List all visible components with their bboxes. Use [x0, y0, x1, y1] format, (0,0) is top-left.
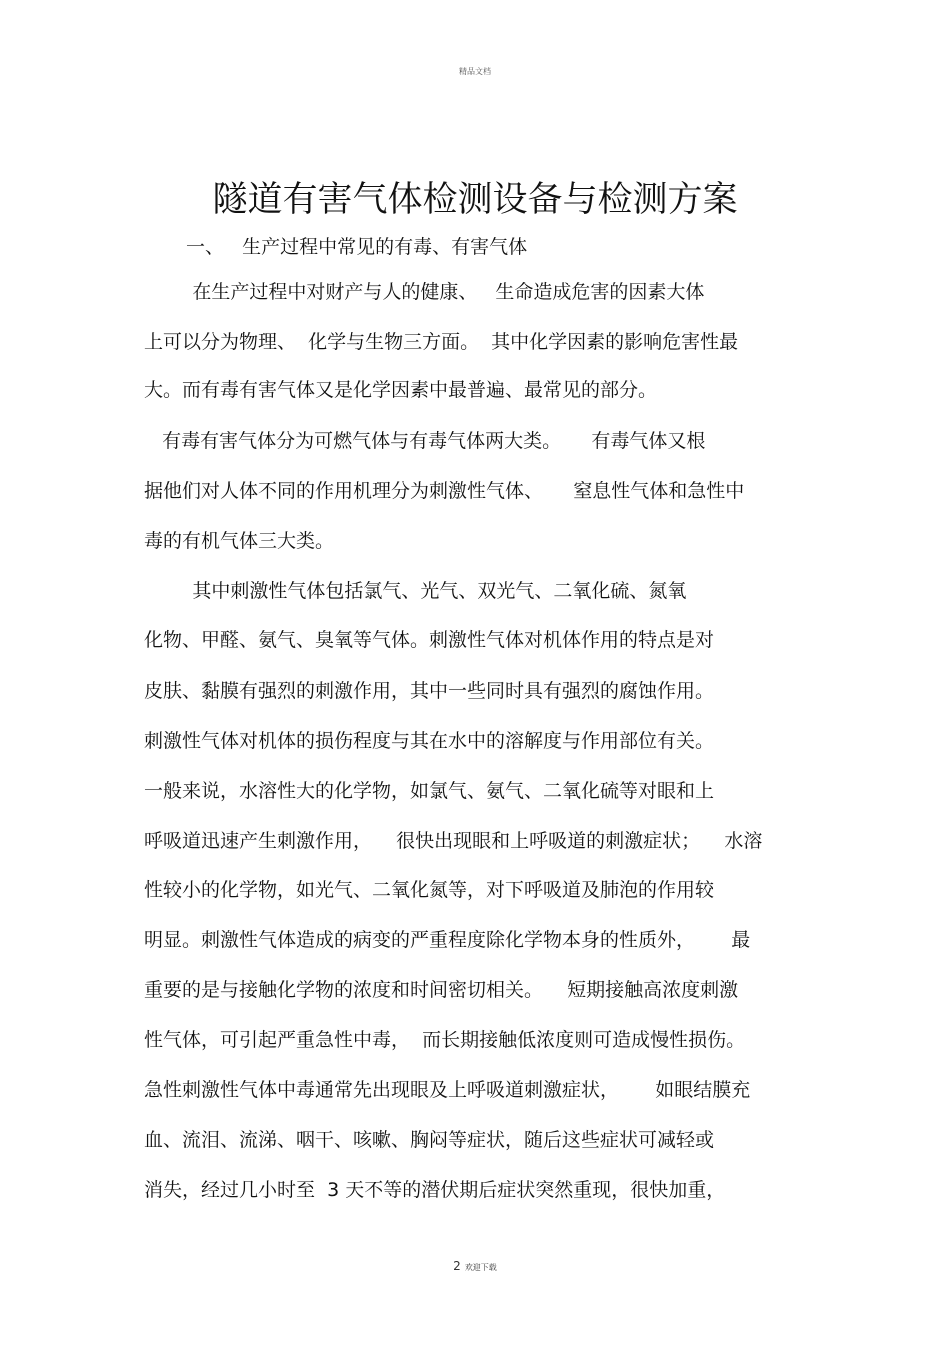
- body-line: 明显。刺激性气体造成的病变的严重程度除化学物本身的性质外， 最: [144, 929, 751, 951]
- body-line: 性气体，可引起严重急性中毒， 而长期接触低浓度则可造成慢性损伤。: [144, 1029, 746, 1051]
- body-line: 重要的是与接触化学物的浓度和时间密切相关。 短期接触高浓度刺激: [144, 979, 739, 1001]
- body-line: 有毒有害气体分为可燃气体与有毒气体两大类。 有毒气体又根: [144, 430, 706, 452]
- body-line: 上可以分为物理、 化学与生物三方面。 其中化学因素的影响危害性最: [144, 331, 739, 353]
- body-line: 血、流泪、流涕、咽干、咳嗽、胸闷等症状，随后这些症状可减轻或: [144, 1129, 715, 1151]
- body-line: 毒的有机气体三大类。: [144, 530, 335, 552]
- body-line: 急性刺激性气体中毒通常先出现眼及上呼吸道刺激症状， 如眼结膜充: [144, 1079, 751, 1101]
- body-line: 性较小的化学物，如光气、二氧化氮等，对下呼吸道及肺泡的作用较: [144, 879, 715, 901]
- page-number: 2: [453, 1259, 461, 1273]
- body-line: 呼吸道迅速产生刺激作用， 很快出现眼和上呼吸道的刺激症状； 水溶: [144, 830, 763, 852]
- header-note: 精品文档: [459, 67, 491, 76]
- body-line: 消失，经过几小时至 3 天不等的潜伏期后症状突然重现，很快加重，: [144, 1179, 726, 1201]
- body-line: 在生产过程中对财产与人的健康、 生命造成危害的因素大体: [144, 281, 705, 303]
- page-footer: [0, 1259, 950, 1273]
- document-title: 隧道有害气体检测设备与检测方案: [212, 180, 738, 220]
- body-line: 化物、甲醛、氨气、臭氧等气体。刺激性气体对机体作用的特点是对: [144, 629, 715, 651]
- footer-text: 欢迎下载: [464, 1263, 497, 1272]
- body-line: 皮肤、黏膜有强烈的刺激作用，其中一些同时具有强烈的腐蚀作用。: [144, 680, 715, 702]
- body-line: 据他们对人体不同的作用机理分为刺激性气体、 窒息性气体和急性中: [144, 480, 745, 502]
- section-heading: 一、 生产过程中常见的有毒、有害气体: [186, 236, 528, 258]
- body-line: 一般来说，水溶性大的化学物，如氯气、氨气、二氧化硫等对眼和上: [144, 780, 715, 802]
- body-line: 刺激性气体对机体的损伤程度与其在水中的溶解度与作用部位有关。: [144, 730, 715, 752]
- body-line: 大。而有毒有害气体又是化学因素中最普遍、最常见的部分。: [144, 379, 658, 401]
- body-line: 其中刺激性气体包括氯气、光气、双光气、二氧化硫、氮氧: [144, 580, 687, 602]
